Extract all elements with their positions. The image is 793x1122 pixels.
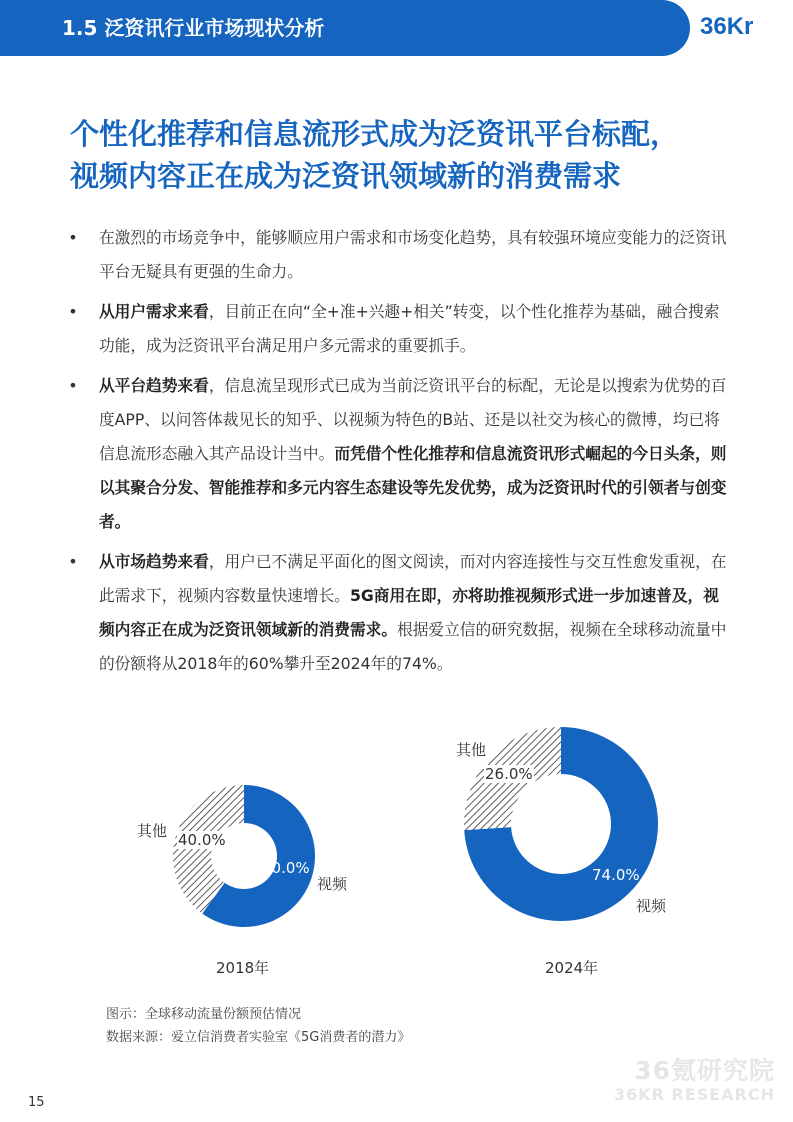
bullet-item-1	[68, 221, 728, 289]
watermark	[614, 1056, 775, 1104]
chart-year-2018: 2018年	[216, 959, 270, 977]
bullet-lead: 从平台趋势来看	[99, 376, 209, 395]
chart-year-2024: 2024年	[545, 959, 599, 977]
bullet-emphasis: 而凭借个性化推荐和信息流资讯形式崛起的今日头条，则以其聚合分发、智能推荐和多元内容生态建设等先发优势，成为泛资讯时代的引领者与创变者。	[99, 444, 727, 531]
watermark-line-1: 36氪研究院	[634, 1056, 775, 1085]
slice-value-label-other-2018: 40.0%	[178, 831, 226, 849]
legend-label-video-2024: 视频	[636, 897, 667, 915]
bullet-lead: 从用户需求来看	[99, 302, 209, 321]
bullet-item-3	[68, 369, 728, 539]
slice-value-label-other-2024: 26.0%	[485, 765, 533, 783]
section-header-bar	[0, 0, 690, 56]
section-title: 1.5 泛资讯行业市场现状分析	[62, 16, 325, 40]
bullet-lead: 从市场趋势来看	[99, 552, 209, 571]
slice-value-label-video-2018: 60.0%	[262, 859, 310, 877]
bullet-tail: 根据爱立信的研究数据，视频在全球移动流量中的份额将从2018年的60%攀升至2024年的74%。	[99, 620, 727, 673]
legend-label-video-2018: 视频	[317, 875, 348, 893]
watermark-line-2: 36KR RESEARCH	[613, 1085, 775, 1104]
bullet-emphasis: 5G商用在即，亦将助推视频形式进一步加速普及，视频内容正在成为泛资讯领域新的消费需求。	[99, 586, 719, 639]
headline-line-1: 个性化推荐和信息流形式成为泛资讯平台标配，	[70, 117, 680, 151]
page-number: 15	[28, 1095, 45, 1110]
svg-text:36Kr: 36Kr	[700, 13, 754, 40]
figure-caption: 图示：全球移动流量份额预估情况	[106, 1007, 302, 1022]
source-caption: 数据来源：爱立信消费者实验室《5G消费者的潜力》	[106, 1030, 411, 1045]
bullet-item-2	[68, 295, 728, 363]
legend-label-other-2018: 其他	[137, 822, 168, 840]
legend-label-other-2024: 其他	[456, 741, 487, 759]
bullet-text: ，用户已不满足平面化的图文阅读，而对内容连接性与交互性愈发重视，在此需求下，视频内容数量快速增长。	[99, 552, 727, 605]
bullet-item-4	[68, 545, 728, 681]
bullet-text: ，目前正在向“全+准+兴趣+相关”转变，以个性化推荐为基础，融合搜索功能，成为泛资讯平台满足用户多元需求的重要抓手。	[99, 302, 720, 355]
donut-chart-2024	[463, 726, 659, 922]
bullet-dot-icon: •	[68, 228, 78, 247]
slice-value-label-video-2024: 74.0%	[592, 866, 640, 884]
bullet-dot-icon: •	[68, 552, 78, 571]
donut-chart-2018	[172, 784, 316, 928]
bullet-text: ，信息流呈现形式已成为当前泛资讯平台的标配，无论是以搜索为优势的百度APP、以问答体裁见长的知乎、以视频为特色的B站、还是以社交为核心的微博，均已将信息流形态融入其产品设计当中。	[99, 376, 727, 463]
bullet-list	[68, 221, 728, 687]
logo-36kr	[698, 6, 793, 52]
bullet-dot-icon: •	[68, 302, 78, 321]
headline-line-2: 视频内容正在成为泛资讯领域新的消费需求	[70, 159, 622, 193]
bullet-text: 在激烈的市场竞争中，能够顺应用户需求和市场变化趋势，具有较强环境应变能力的泛资讯平台无疑具有更强的生命力。	[99, 228, 727, 281]
page-headline	[70, 113, 770, 197]
bullet-dot-icon: •	[68, 376, 78, 395]
